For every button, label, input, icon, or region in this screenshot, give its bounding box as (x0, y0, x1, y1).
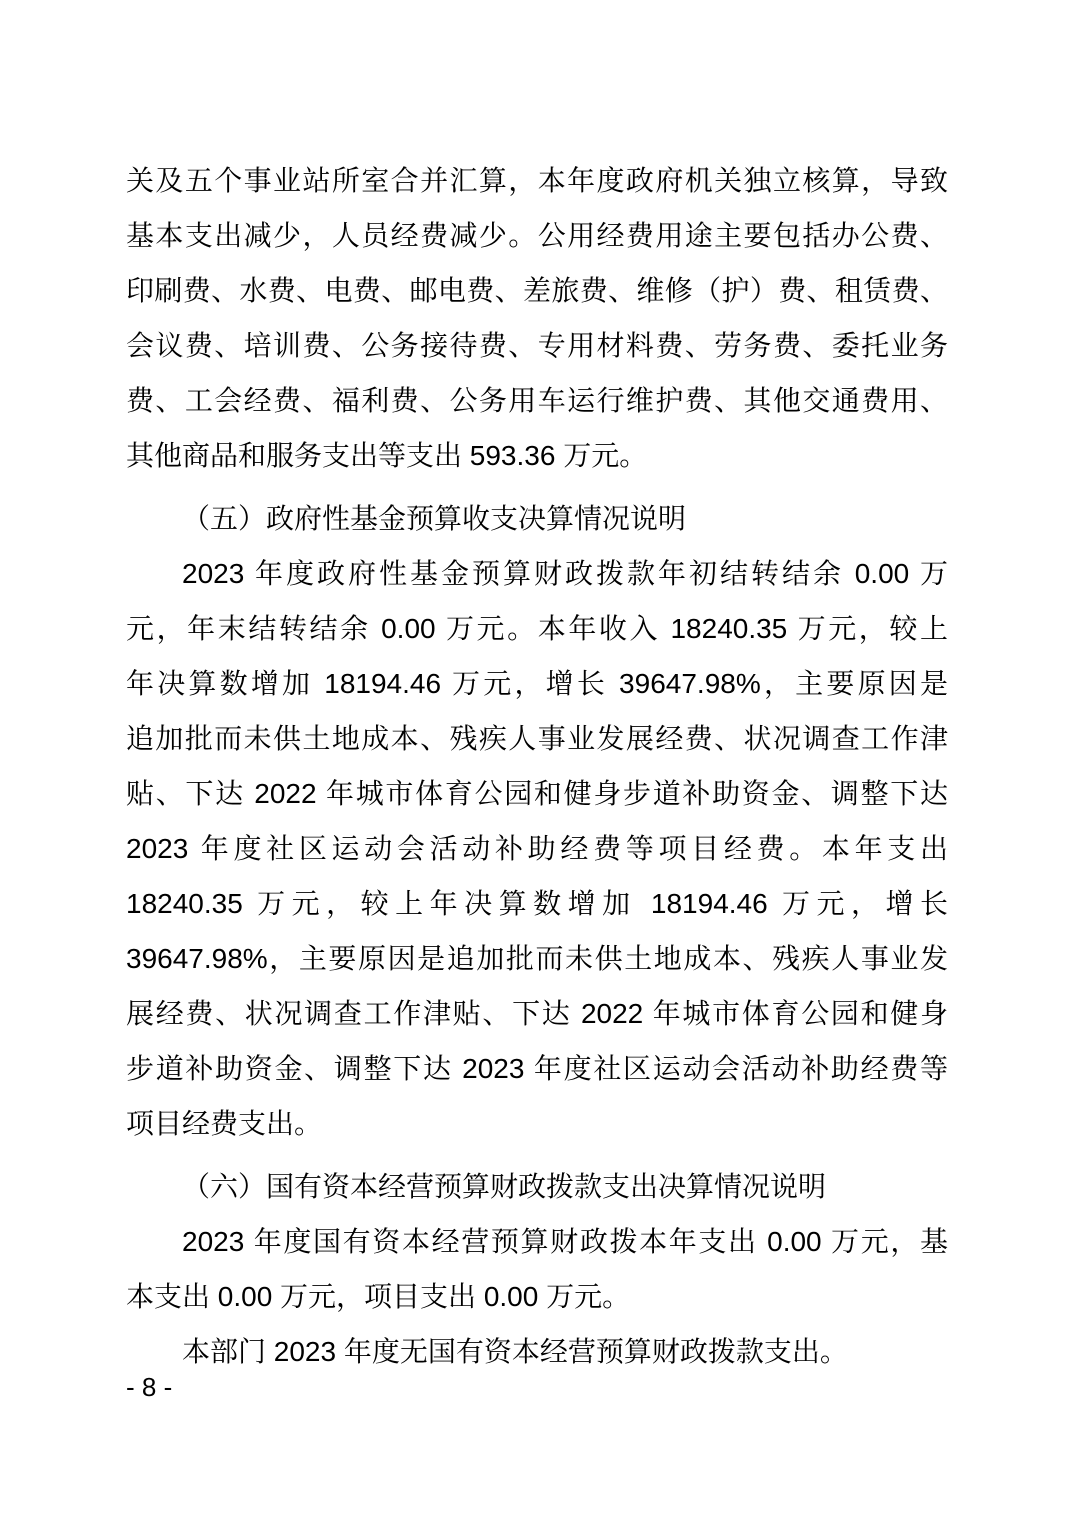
text-line: 本部门 2023 年度无国有资本经营预算财政拨款支出。 (182, 1336, 848, 1367)
paragraph (126, 546, 948, 1151)
text-line: 本支出 0.00 万元，项目支出 0.00 万元。 (126, 1281, 631, 1312)
text-line: 元，年末结转结余 0.00 万元。本年收入 18240.35 万元，较上 (126, 613, 948, 644)
paragraph (126, 153, 948, 483)
paragraph (126, 1214, 948, 1324)
text-line: 18240.35 万元，较上年决算数增加 18194.46 万元，增长 (126, 888, 948, 919)
page-number: - 8 - (126, 1372, 173, 1402)
text-line: （五）政府性基金预算收支决算情况说明 (182, 503, 687, 534)
text-line: （六）国有资本经营预算财政拨款支出决算情况说明 (182, 1171, 827, 1202)
text-line: 年决算数增加 18194.46 万元，增长 39647.98%，主要原因是 (126, 668, 948, 699)
document-body (126, 153, 948, 1379)
text-line: 项目经费支出。 (126, 1108, 323, 1139)
paragraph (126, 1324, 948, 1379)
text-line: 费、工会经费、福利费、公务用车运行维护费、其他交通费用、 (126, 385, 948, 416)
text-line: 其他商品和服务支出等支出 593.36 万元。 (126, 440, 648, 471)
text-line: 关及五个事业站所室合并汇算，本年度政府机关独立核算，导致 (126, 165, 948, 196)
section-heading (126, 491, 948, 546)
text-line: 2023 年度国有资本经营预算财政拨本年支出 0.00 万元，基 (182, 1226, 948, 1257)
text-line: 基本支出减少，人员经费减少。公用经费用途主要包括办公费、 (126, 220, 948, 251)
section-heading (126, 1159, 948, 1214)
text-line: 追加批而未供土地成本、残疾人事业发展经费、状况调查工作津 (126, 723, 948, 754)
text-line: 39647.98%，主要原因是追加批而未供土地成本、残疾人事业发 (126, 943, 948, 974)
text-line: 2023 年度政府性基金预算财政拨款年初结转结余 0.00 万 (182, 558, 948, 589)
text-line: 步道补助资金、调整下达 2023 年度社区运动会活动补助经费等 (126, 1053, 948, 1084)
text-line: 会议费、培训费、公务接待费、专用材料费、劳务费、委托业务 (126, 330, 948, 361)
text-line: 展经费、状况调查工作津贴、下达 2022 年城市体育公园和健身 (126, 998, 948, 1029)
text-line: 贴、下达 2022 年城市体育公园和健身步道补助资金、调整下达 (126, 778, 948, 809)
text-line: 印刷费、水费、电费、邮电费、差旅费、维修（护）费、租赁费、 (126, 275, 948, 306)
text-line: 2023 年度社区运动会活动补助经费等项目经费。本年支出 (126, 833, 948, 864)
